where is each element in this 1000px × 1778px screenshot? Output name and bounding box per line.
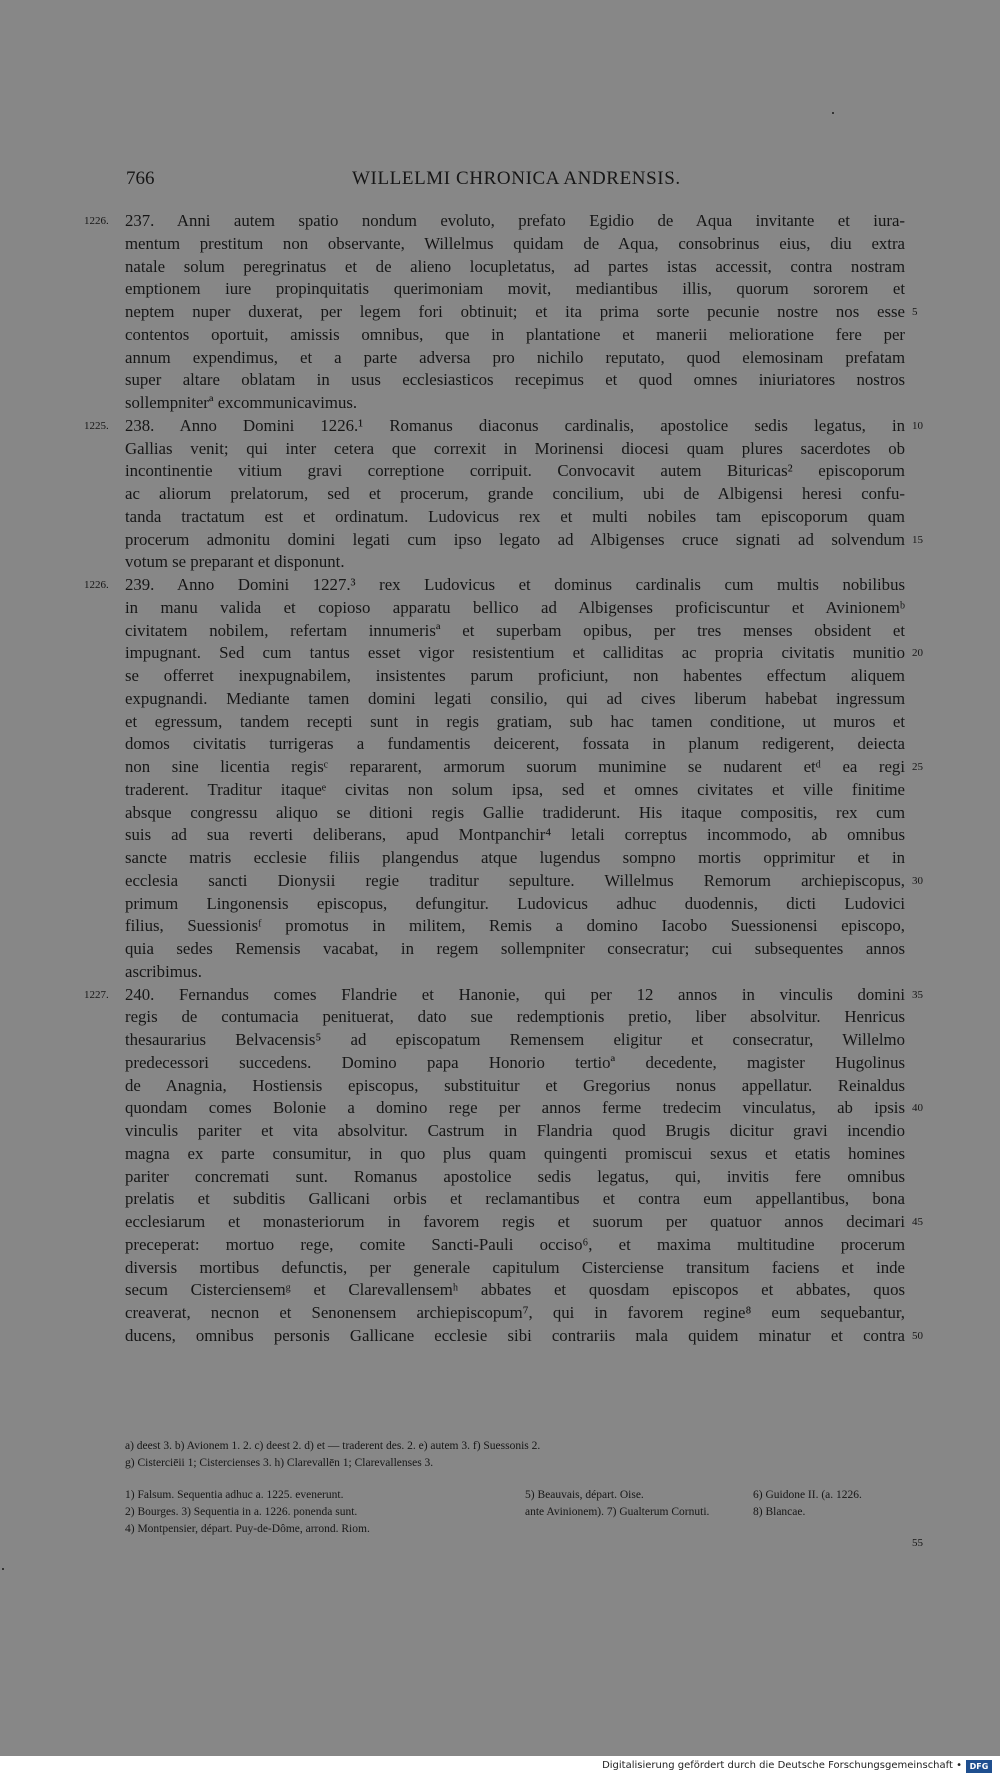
text-line: sancte matris ecclesie filiis plangendus atque lugendus sompno mortis opprimitur et in <box>125 848 905 867</box>
text-line: predecessori succedens. Domino papa Honorio tertioª decedente, magister Hugolinus <box>125 1052 905 1072</box>
text-line: ecclesiarum et monasteriorum in favorem regis et suorum per quatuor annos decimari <box>125 1212 905 1231</box>
footer-bar <box>0 1756 1000 1778</box>
margin-year: 1226. <box>84 579 109 591</box>
text-line: ac aliorum prelatorum, sed et procerum, grande concilium, ubi de Albigensi heresi confu- <box>125 484 905 503</box>
margin-line-number: 25 <box>912 761 923 773</box>
text-line: non sine licentia regisᶜ repararent, armorum suorum munimine se nudarent etᵈ ea regi <box>125 757 905 776</box>
footnote: 6) Guidone II. (a. 1226. <box>753 1489 862 1501</box>
margin-line-number: 30 <box>912 874 923 887</box>
text-line: 237. Anni autem spatio nondum evoluto, prefato Egidio de Aqua invitante et iura- <box>125 211 905 230</box>
margin-line-number: 20 <box>912 647 923 660</box>
text-line: 240. Fernandus comes Flandrie et Hanonie, qui per 12 annos in vinculis domini <box>125 984 905 1004</box>
margin-line-number: 50 <box>912 1329 923 1342</box>
text-line: civitatem nobilem, refertam innumerisª et superbam opibus, per tres menses obsident et <box>125 620 905 640</box>
text-line: super altare oblatam in usus ecclesiasticos recepimus et quod omnes iniuriatores nostros <box>125 370 905 390</box>
text-line: votum se preparant et disponunt. <box>125 552 345 572</box>
running-title: WILLELMI CHRONICA ANDRENSIS. <box>352 168 681 189</box>
margin-year: 1226. <box>84 215 109 227</box>
text-line: suis ad sua reverti deliberans, apud Montpanchir⁴ letali correptus incommodo, ab omnibus <box>125 825 905 845</box>
page-number: 766 <box>126 168 155 189</box>
text-line: ecclesia sancti Dionysii regie traditur sepulture. Willelmus Remorum archiepiscopus, <box>125 870 905 890</box>
margin-line-number: 5 <box>912 306 918 318</box>
text-line: preceperat: mortuo rege, comite Sancti-Pauli occiso⁶, et maxima multitudine procerum <box>125 1234 905 1254</box>
margin-year: 1225. <box>84 419 109 432</box>
footnote: 5) Beauvais, départ. Oise. <box>525 1489 644 1501</box>
text-line: creaverat, necnon et Senonensem archiepiscopum⁷, qui in favorem regine⁸ eum sequebantur, <box>125 1303 905 1322</box>
margin-line-number: 45 <box>912 1216 923 1228</box>
text-line: absque congressu aliquo se ditioni regis Gallie tradiderunt. His itaque compositis, rex cum <box>125 802 905 822</box>
margin-line-number: 35 <box>912 988 923 1001</box>
text-line: sollempniterª excommunicavimus. <box>125 393 358 412</box>
text-line: secum Cisterciensemᵍ et Clarevallensemʰ abbates et quosdam episcopos et abbates, quos <box>125 1280 905 1300</box>
text-line: primum Lingonensis episcopus, defungitur. Ludovicus adhuc duodennis, dicti Ludovici <box>125 893 905 913</box>
text-line: annum expendimus, et a parte adversa pro nichilo reputato, quod elemosinam prefatam <box>125 347 905 367</box>
text-line: pariter concremati sunt. Romanus apostolice sedis legatus, qui, invitis fere omnibus <box>125 1166 905 1186</box>
margin-line-number: 10 <box>912 419 923 432</box>
footnote-row <box>125 1521 905 1538</box>
text-line: prelatis et subditis Gallicani orbis et reclamantibus et contra eum appellantibus, bona <box>125 1189 905 1209</box>
footnote: 4) Montpensier, départ. Puy-de-Dôme, arrond. Riom. <box>125 1523 370 1535</box>
text-line: ducens, omnibus personis Gallicane ecclesie sibi contrariis mala quidem minatur et contra <box>125 1325 905 1345</box>
scan-speck <box>2 1568 4 1570</box>
text-line: diversis mortibus defunctis, per generale capitulum Cisterciense transitum faciens et inde <box>125 1257 905 1277</box>
critical-note-line: g) Cisterciēii 1; Cistercienses 3. h) Clarevallēn 1; Clarevallenses 3. <box>125 1457 434 1469</box>
margin-line-number: 15 <box>912 533 923 546</box>
text-line: de Anagnia, Hostiensis episcopus, substituitur et Gregorius nonus appellatur. Reinaldus <box>125 1075 905 1095</box>
text-line: et egressum, tandem recepti sunt in regis gratiam, sub hac tamen conditione, ut muros et <box>125 711 905 731</box>
text-line: impugnant. Sed cum tantus esset vigor resistentium et calliditas ac propria civitatis munitio <box>125 643 905 663</box>
margin-year: 1227. <box>84 988 109 1001</box>
footnote-line-number: 55 <box>912 1537 923 1549</box>
dfg-logo: DFG <box>966 1760 992 1773</box>
scan-speck <box>832 112 834 114</box>
footnote: 1) Falsum. Sequentia adhuc a. 1225. evenerunt. <box>125 1489 344 1501</box>
text-line: domos civitatis turrigeras a fundamentis deicerent, fossata in planum redigerent, deiecta <box>125 734 905 754</box>
text-line: se offerret inexpugnabilem, insistentes parum proficiunt, non habentes effectum aliquem <box>125 666 905 685</box>
text-line: traderent. Traditur itaqueᵉ civitas non solum ipsa, sed et omnes civitates et ville finitime <box>125 779 905 799</box>
text-line: quondam comes Bolonie a domino rege per annos ferme tredecim vinculatus, ab ipsis <box>125 1098 905 1118</box>
text-line: incontinentie vitium gravi correptione corripuit. Convocavit autem Bituricas² episcoporum <box>125 461 905 481</box>
critical-note-line: a) deest 3. b) Avionem 1. 2. c) deest 2. d) et — traderent des. 2. e) autem 3. f) Suessonis 2. <box>125 1440 541 1452</box>
footnote-row <box>125 1504 905 1521</box>
text-line: contentos oportuit, amissis omnibus, que in plantatione et manerii melioratione fere per <box>125 324 905 344</box>
text-line: regis de contumacia penituerat, dato sue redemptionis pretio, liber absolvitur. Henricus <box>125 1007 905 1027</box>
text-line: natale solum peregrinatus et de alieno locupletatus, ad partes istas accessit, contra nostram <box>125 256 905 276</box>
footer-credit: Digitalisierung gefördert durch die Deutsche Forschungsgemeinschaft • <box>602 1760 962 1771</box>
text-line: Gallias venit; qui inter cetera que correxit in Morinensi diocesi quam plures sacerdotes ob <box>125 438 905 458</box>
footnote: ante Avinionem). 7) Gualterum Cornuti. <box>525 1506 710 1518</box>
text-line: thesaurarius Belvacensis⁵ ad episcopatum Remensem eligitur et consecratur, Willelmo <box>125 1030 905 1049</box>
text-line: 239. Anno Domini 1227.³ rex Ludovicus et dominus cardinalis cum multis nobilibus <box>125 575 905 594</box>
text-line: quia sedes Remensis vacabat, in regem sollempniter consecratur; cui subsequentes annos <box>125 939 905 958</box>
text-line: procerum admonitu domini legati cum ipso legato ad Albigenses cruce signati ad solvendum <box>125 529 905 549</box>
footnote: 8) Blancae. <box>753 1506 806 1518</box>
footnote-row <box>125 1487 905 1504</box>
text-line: tanda tractatum est et ordinatum. Ludovicus rex et multi nobiles tam episcoporum quam <box>125 506 905 526</box>
text-line: neptem nuper duxerat, per legem fori obtinuit; et ita prima sorte pecunie nostre nos esse <box>125 302 905 321</box>
margin-line-number: 40 <box>912 1102 923 1115</box>
text-line: in manu valida et copioso apparatu bellico ad Albigenses proficiscuntur et Avinionemᵇ <box>125 597 905 617</box>
footnote: 2) Bourges. 3) Sequentia in a. 1226. ponenda sunt. <box>125 1506 358 1518</box>
text-line: ascribimus. <box>125 961 202 981</box>
text-line: expugnandi. Mediante tamen domini legati consilio, qui ad cives liberum habebat ingressum <box>125 688 905 708</box>
text-line: vinculis pariter et vita absolvitur. Castrum in Flandria quod Brugis dicitur gravi incendio <box>125 1121 905 1140</box>
page-header <box>0 168 1000 194</box>
text-line: emptionem iure propinquitatis querimoniam movit, mediantibus illis, quorum sororem et <box>125 279 905 299</box>
text-line: mentum prestitum non observante, Willelmus quidam de Aqua, consobrinus eius, diu extra <box>125 233 905 253</box>
text-line: filius, Suessionisᶠ promotus in militem, Remis a domino Iacobo Suessionensi episcopo, <box>125 916 905 936</box>
text-line: magna ex parte consumitur, in quo plus quam quingenti promiscui sexus et etatis homines <box>125 1143 905 1163</box>
text-line: 238. Anno Domini 1226.¹ Romanus diaconus cardinalis, apostolice sedis legatus, in <box>125 415 905 435</box>
